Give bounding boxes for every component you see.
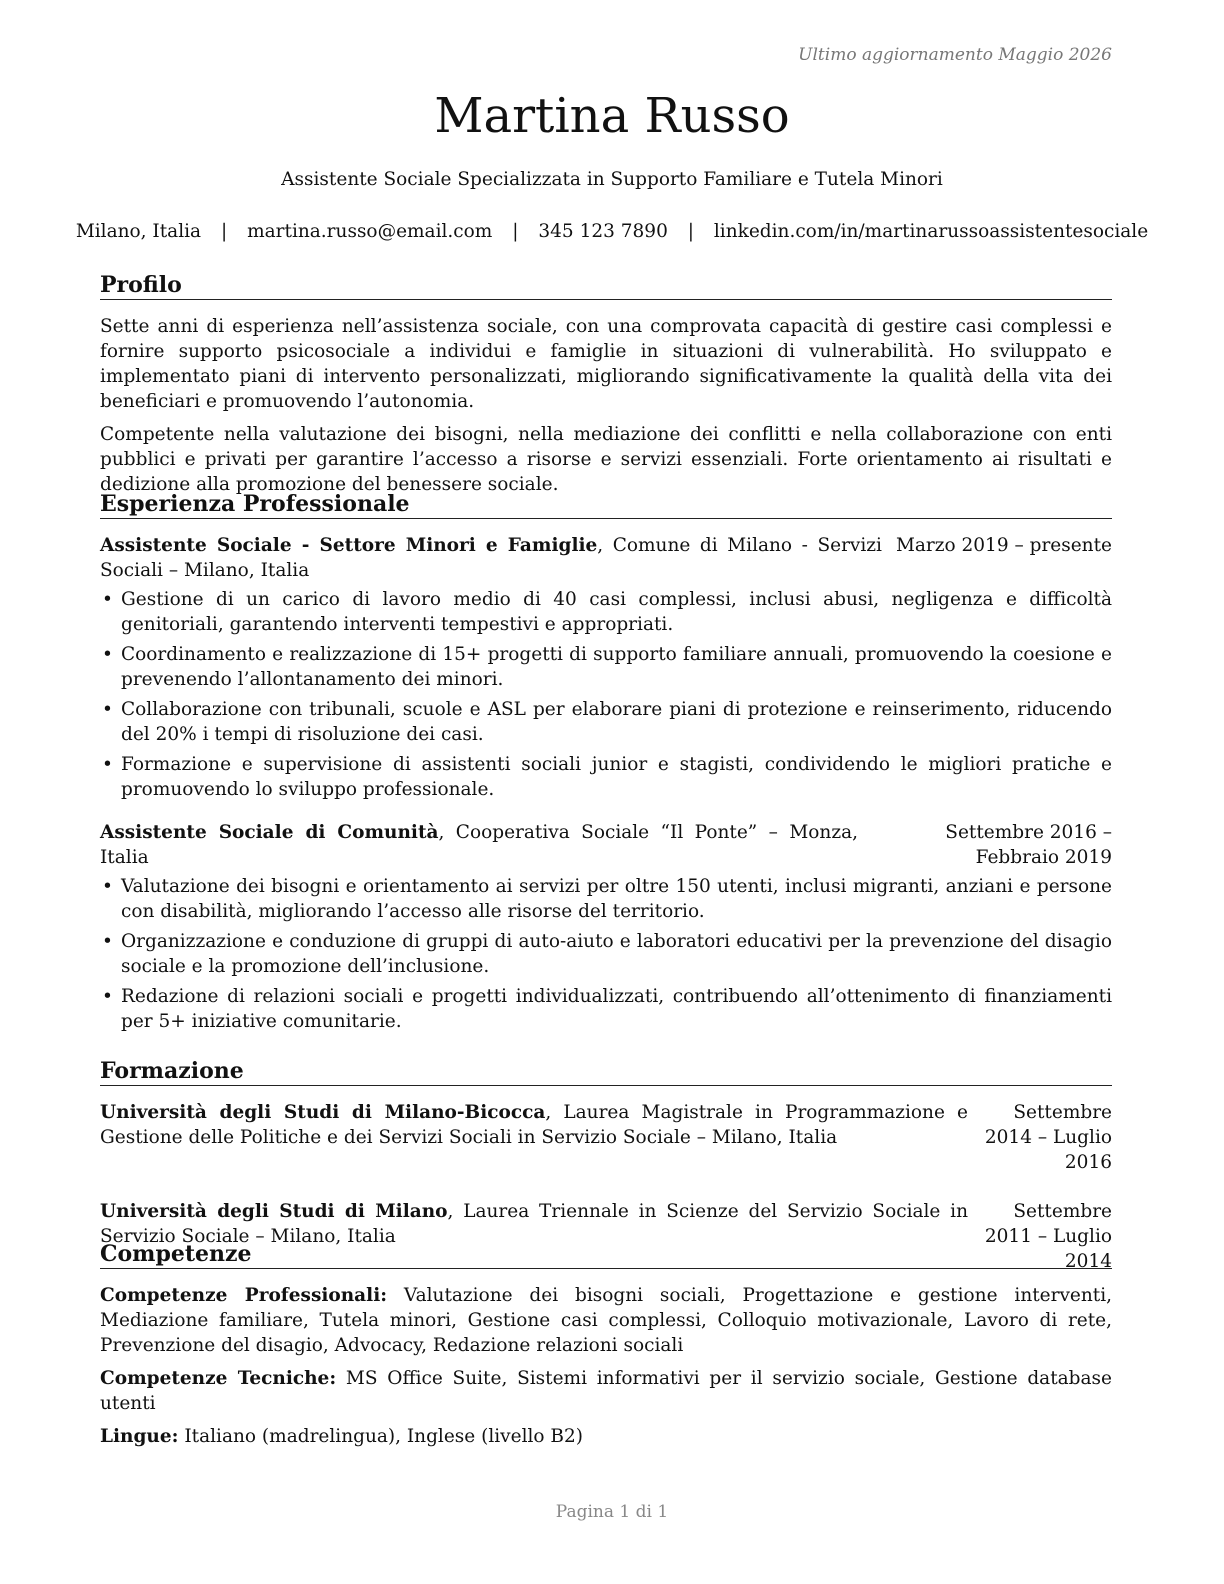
- job-dates: Marzo 2019 – presente: [895, 535, 1112, 556]
- education-degree: , Laurea Magistrale in Programmazione e Gestione delle Politiche e dei Servizi Sociali in Servizio Sociale – Milano, Italia: [100, 1102, 968, 1148]
- job-org: , Cooperativa Sociale “Il Ponte” – Monza, Italia: [100, 822, 858, 868]
- skills-value: Italiano (madrelingua), Inglese (livello B2): [178, 1426, 584, 1447]
- education-title-line: [100, 1100, 968, 1150]
- job-title-line: [100, 533, 882, 583]
- job-dates: Settembre 2016 – Febbraio 2019: [945, 822, 1112, 868]
- job-role: Assistente Sociale - Settore Minori e Famiglie: [100, 535, 598, 556]
- skills-label: Competenze Tecniche:: [100, 1368, 337, 1389]
- skills-item: [100, 1424, 1112, 1449]
- job-bullet: • Coordinamento e realizzazione di 15+ progetti di supporto familiare annuali, promuovendo la coesione e prevenendo l’allontanamento dei minori.: [100, 642, 1112, 692]
- profile-paragraph: Competente nella valutazione dei bisogni, nella mediazione dei conflitti e nella collaborazione con enti pubblici e privati per garantire l’accesso a risorse e servizi essenziali. Forte orientamento ai risultati e dedizione alla promozione del benessere sociale.: [100, 424, 1112, 495]
- skills-item: [100, 1366, 1112, 1416]
- contact-line: [0, 219, 1224, 244]
- last-updated: Ultimo aggiornamento Maggio 2026: [798, 45, 1112, 65]
- skills-item: [100, 1283, 1112, 1358]
- job-bullet: • Valutazione dei bisogni e orientamento ai servizi per oltre 150 utenti, inclusi migranti, anziani e persone con disabilità, migliorando l’accesso alle risorse del territorio.: [100, 874, 1112, 924]
- contact-location: Milano, Italia: [75, 221, 202, 242]
- job-header: [100, 820, 1112, 870]
- person-name: Martina Russo: [434, 88, 790, 144]
- job-title-line: [100, 820, 858, 870]
- contact-separator: |: [220, 221, 228, 242]
- section-title-skills: Competenze: [100, 1240, 1112, 1269]
- contact-linkedin[interactable]: linkedin.com/in/martinarussoassistentesociale: [713, 221, 1149, 242]
- section-title-experience: Esperienza Professionale: [100, 490, 1112, 519]
- education-entry: [100, 1100, 1112, 1175]
- job-bullet: • Gestione di un carico di lavoro medio di 40 casi complessi, inclusi abusi, negligenza e difficoltà genitoriali, garantendo interventi tempestivi e appropriati.: [100, 587, 1112, 637]
- section-title-education: Formazione: [100, 1057, 1112, 1086]
- contact-phone: 345 123 7890: [538, 221, 668, 242]
- page-number: Pagina 1 di 1: [555, 1502, 669, 1522]
- experience-section: [100, 490, 1112, 1039]
- job-bullet: • Redazione di relazioni sociali e progetti individualizzati, contribuendo all’ottenimento di finanziamenti per 5+ iniziative comunitarie.: [100, 984, 1112, 1034]
- skills-label: Lingue:: [100, 1426, 179, 1447]
- education-school: Università degli Studi di Milano: [100, 1201, 448, 1222]
- profile-section: [100, 271, 1112, 497]
- skills-value: Valutazione dei bisogni sociali, Progettazione e gestione interventi, Mediazione familiare, Tutela minori, Gestione casi complessi, Colloquio motivazionale, Lavoro di rete, Prevenzione del disagio, Advocacy, Redazione relazioni sociali: [100, 1285, 1113, 1356]
- skills-label: Competenze Professionali:: [100, 1285, 388, 1306]
- profile-paragraph: Sette anni di esperienza nell’assistenza sociale, con una comprovata capacità di gestire casi complessi e fornire supporto psicosociale a individui e famiglie in situazioni di vulnerabilità. Ho sviluppato e implementato piani di intervento personalizzati, migliorando significativamente la qualità della vita dei beneficiari e promuovendo l’autonomia.: [100, 316, 1112, 412]
- skills-section: [100, 1240, 1112, 1449]
- education-school: Università degli Studi di Milano-Bicocca: [100, 1102, 546, 1123]
- job-org: , Comune di Milano - Servizi Sociali – Milano, Italia: [100, 535, 882, 581]
- section-title-profile: Profilo: [100, 271, 1112, 300]
- education-degree: , Laurea Triennale in Scienze del Servizio Sociale in Servizio Sociale – Milano, Italia: [100, 1201, 968, 1247]
- job-bullets: [100, 874, 1112, 1034]
- job-entry: [100, 820, 1112, 1034]
- headline: Assistente Sociale Specializzata in Supporto Familiare e Tutela Minori: [281, 169, 943, 190]
- job-bullet: • Organizzazione e conduzione di gruppi di auto-aiuto e laboratori educativi per la prevenzione del disagio sociale e la promozione dell’inclusione.: [100, 929, 1112, 979]
- job-bullets: [100, 587, 1112, 802]
- skills-value: MS Office Suite, Sistemi informativi per il servizio sociale, Gestione database utenti: [100, 1368, 1112, 1414]
- contact-separator: |: [512, 221, 519, 242]
- job-header: [100, 533, 1112, 583]
- contact-separator: |: [687, 221, 694, 242]
- education-dates: Settembre 2011 – Luglio 2014: [984, 1201, 1112, 1272]
- job-bullet: • Collaborazione con tribunali, scuole e ASL per elaborare piani di protezione e reinserimento, riducendo del 20% i tempi di risoluzione dei casi.: [100, 697, 1112, 747]
- job-bullet: • Formazione e supervisione di assistenti sociali junior e stagisti, condividendo le migliori pratiche e promuovendo lo sviluppo professionale.: [100, 752, 1112, 802]
- education-dates: Settembre 2014 – Luglio 2016: [984, 1102, 1112, 1173]
- job-role: Assistente Sociale di Comunità: [100, 822, 439, 843]
- job-entry: [100, 533, 1112, 802]
- contact-email[interactable]: martina.russo@email.com: [247, 221, 493, 242]
